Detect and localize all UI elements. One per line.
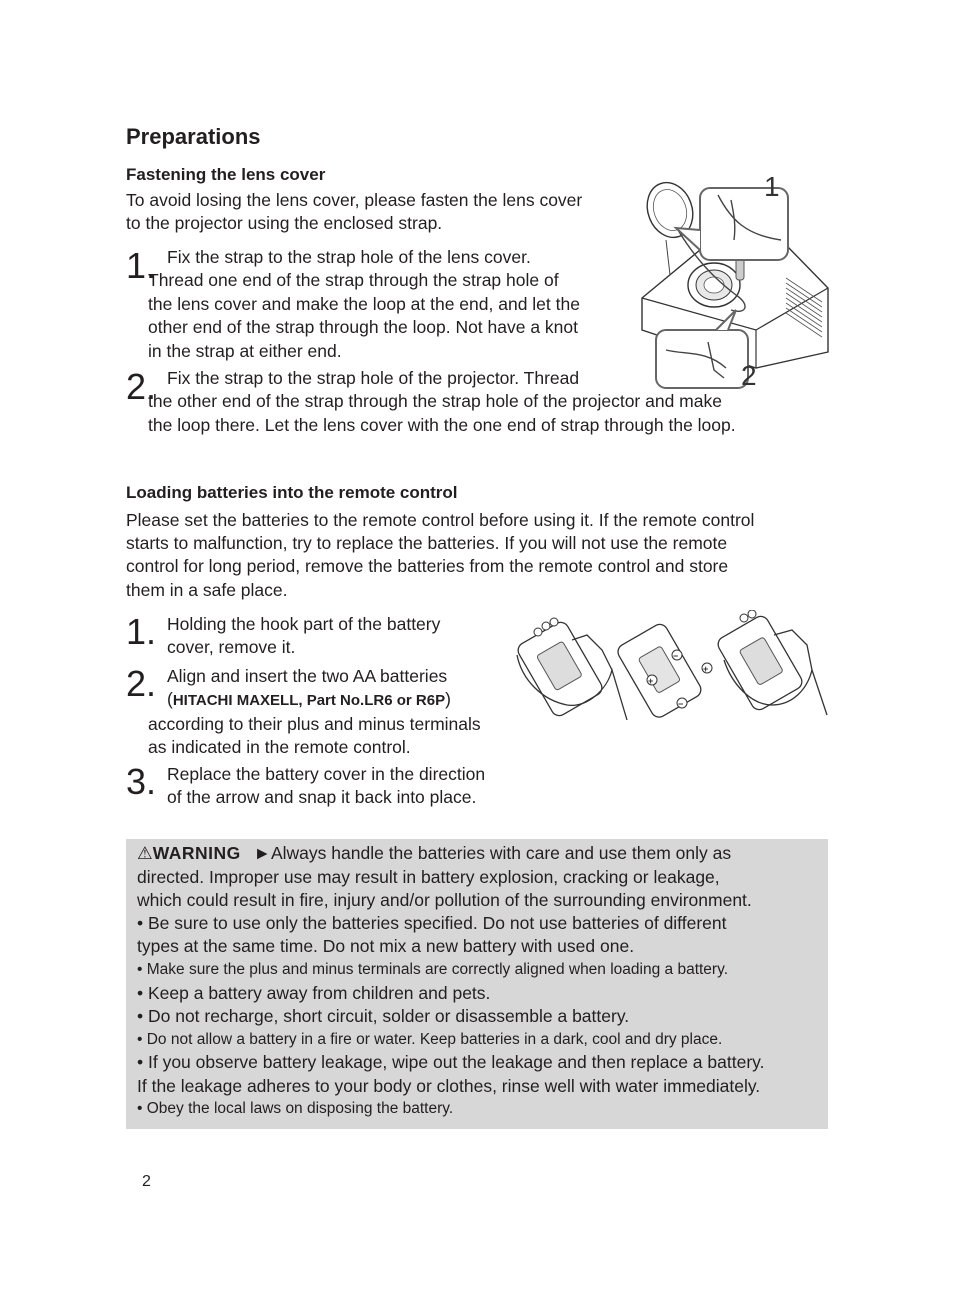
warning-line: • Obey the local laws on disposing the battery.	[137, 1100, 454, 1117]
warning-label: WARNING	[152, 843, 241, 863]
warning-line: • Do not allow a battery in a fire or water. Keep batteries in a dark, cool and dry place.	[137, 1031, 723, 1048]
projector-lens-cover-illustration	[636, 170, 836, 395]
page-title: Preparations	[126, 124, 261, 149]
remote-replace-cover-illustration	[715, 610, 827, 715]
callout-1: 1	[764, 171, 780, 202]
lens-section-intro: To avoid losing the lens cover, please fasten the lens cover to the projector using the enclosed strap.	[126, 190, 583, 234]
lens-step-1-number: 1.	[126, 245, 157, 286]
battery-step-3-number: 3.	[126, 761, 157, 802]
warning-line: which could result in fire, injury and/or pollution of the surrounding environment.	[137, 890, 752, 910]
warning-first-line: ⚠WARNING ►Always handle the batteries with care and use them only as	[137, 843, 732, 863]
warning-box	[126, 839, 828, 1129]
lens-section-heading: Fastening the lens cover	[126, 165, 326, 184]
warning-triangle-icon: ⚠	[137, 843, 153, 863]
remote-battery-illustration	[512, 610, 832, 725]
remote-open-cover-illustration	[515, 618, 627, 720]
battery-step-3-text: Replace the battery cover in the direction of the arrow and snap it back into place.	[167, 764, 486, 808]
svg-text:+: +	[648, 676, 654, 686]
svg-text:+: +	[703, 664, 709, 674]
warning-line: types at the same time. Do not mix a new battery with used one.	[137, 936, 635, 956]
warning-line: • Keep a battery away from children and pets.	[137, 983, 491, 1003]
page-number: 2	[142, 1173, 151, 1190]
battery-step-1-text: Holding the hook part of the battery cover, remove it.	[167, 614, 441, 658]
warning-line: • Do not recharge, short circuit, solder or disassemble a battery.	[137, 1006, 630, 1026]
battery-step-1-number: 1.	[126, 611, 157, 652]
lens-step-1-text: Fix the strap to the strap hole of the lens cover. Thread one end of the strap through the strap hole of the lens cover and make the loop at the end, and let the other end of the strap through the loop. Not have a knot in the strap at either end.	[148, 247, 580, 361]
warning-line: If the leakage adheres to your body or clothes, rinse well with water immediately.	[137, 1076, 761, 1096]
battery-step-2-number: 2.	[126, 663, 157, 704]
svg-text:−: −	[678, 699, 684, 709]
warning-arrow-icon: ►	[253, 843, 271, 863]
battery-section-heading: Loading batteries into the remote control	[126, 483, 458, 502]
warning-line: • Make sure the plus and minus terminals are correctly aligned when loading a battery.	[137, 961, 728, 978]
battery-step-2-text: Align and insert the two AA batteries (HITACHI MAXELL, Part No.LR6 or R6P) according to their plus and minus terminals as indicated in the remote control.	[148, 666, 481, 758]
battery-spec: HITACHI MAXELL, Part No.LR6 or R6P	[172, 692, 446, 710]
warning-line: • Be sure to use only the batteries specified. Do not use batteries of different	[137, 913, 727, 933]
battery-section-intro: Please set the batteries to the remote control before using it. If the remote control starts to malfunction, try to replace the batteries. If you will not use the remote control for long period, remove the batteries from the remote control and store them in a safe place.	[126, 510, 755, 600]
lens-step-2-number: 2.	[126, 366, 157, 407]
svg-text:−: −	[673, 651, 679, 661]
lens-step-2-text: Fix the strap to the strap hole of the projector. Thread the other end of the strap through the strap hole of the projector and make the loop there. Let the lens cover with the one end of strap through the loop.	[148, 368, 736, 435]
callout-2: 2	[741, 360, 757, 391]
warning-line: directed. Improper use may result in battery explosion, cracking or leakage,	[137, 867, 720, 887]
remote-insert-batteries-illustration	[615, 621, 712, 720]
warning-line: • If you observe battery leakage, wipe out the leakage and then replace a battery.	[137, 1052, 765, 1072]
